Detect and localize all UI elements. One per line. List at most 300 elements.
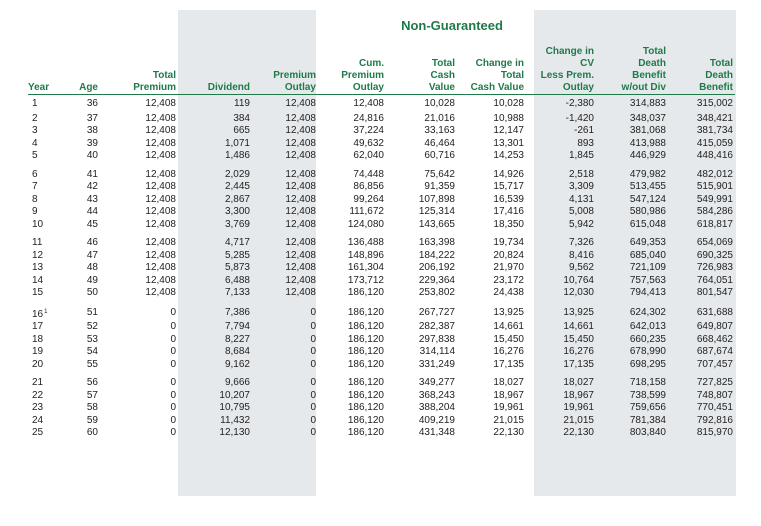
table-cell: 14,253 xyxy=(493,150,524,161)
table-cell: 12,408 xyxy=(145,125,176,136)
table-cell: -2,380 xyxy=(565,97,594,109)
table-cell: 668,462 xyxy=(696,333,733,345)
table-cell: 0 xyxy=(170,427,176,438)
table-cell: 19,734 xyxy=(493,237,524,248)
table-cell: 21,015 xyxy=(563,414,594,426)
table-cell: 0 xyxy=(170,346,176,357)
table-cell: 388,204 xyxy=(418,402,455,413)
table-cell: 9,562 xyxy=(568,262,594,273)
table-cell: 698,295 xyxy=(629,358,666,370)
table-cell: 50 xyxy=(86,287,98,298)
table-cell: 5,008 xyxy=(568,206,594,217)
table-cell: 15,450 xyxy=(493,333,524,345)
table-row xyxy=(28,427,735,440)
col-header-change-cv-less-prem: Change in CV Less Prem. Outlay xyxy=(526,36,596,94)
table-cell: 12,408 xyxy=(285,206,316,217)
table-cell: 13,925 xyxy=(493,307,524,318)
table-cell: 58 xyxy=(86,402,98,413)
table-cell: 448,416 xyxy=(696,150,733,161)
table-cell: 91,359 xyxy=(424,181,455,192)
table-cell: 12,408 xyxy=(285,218,316,230)
table-cell: 8,684 xyxy=(224,346,250,357)
table-cell: 173,712 xyxy=(347,274,384,286)
table-cell: 9 xyxy=(32,206,38,217)
table-cell: 431,348 xyxy=(418,427,455,438)
table-cell: $16^1$ xyxy=(32,308,48,320)
table-cell: 10,988 xyxy=(493,112,524,124)
table-cell: 5,285 xyxy=(224,249,250,261)
table-row xyxy=(28,415,735,428)
table-cell: 25 xyxy=(32,427,44,438)
table-cell: 0 xyxy=(170,389,176,401)
table-row xyxy=(28,275,735,288)
table-row xyxy=(28,346,735,359)
table-cell: 0 xyxy=(170,377,176,388)
table-cell: 13,925 xyxy=(563,307,594,318)
table-cell: 8 xyxy=(32,193,38,205)
table-cell: 12 xyxy=(32,249,44,261)
table-row xyxy=(28,219,735,232)
table-cell: 12,130 xyxy=(219,427,250,438)
table-cell: 2,445 xyxy=(224,181,250,192)
table-cell: 0 xyxy=(310,346,316,357)
illustration-table xyxy=(28,36,735,440)
table-cell: 37,224 xyxy=(353,125,384,136)
col-header-death-benefit-wout-div: Total Death Benefit w/out Div xyxy=(596,36,668,94)
table-cell: 42 xyxy=(86,181,98,192)
table-cell: 10,028 xyxy=(493,97,524,109)
table-row xyxy=(28,181,735,194)
table-cell: 186,120 xyxy=(347,402,384,413)
table-cell: 59 xyxy=(86,414,98,426)
table-cell: 678,990 xyxy=(629,346,666,357)
table-cell: 12,408 xyxy=(285,150,316,161)
table-cell: 18,027 xyxy=(493,377,524,388)
table-cell: 16,276 xyxy=(493,346,524,357)
table-cell: 49,632 xyxy=(353,137,384,149)
table-cell: 384 xyxy=(233,112,250,124)
table-cell: 2 xyxy=(32,112,38,124)
table-cell: 0 xyxy=(310,307,316,318)
table-cell: 40 xyxy=(86,150,98,161)
table-cell: 119 xyxy=(234,97,250,109)
table-row xyxy=(28,94,735,113)
table-cell: 18,967 xyxy=(493,389,524,401)
table-cell: 86,856 xyxy=(353,181,384,192)
table-cell: 253,802 xyxy=(418,287,455,298)
col-header-premium-outlay: Premium Outlay xyxy=(252,36,318,94)
table-cell: 6 xyxy=(32,168,38,180)
table-cell: 2,029 xyxy=(224,168,250,180)
table-cell: 1 xyxy=(32,97,38,109)
table-cell: 6,488 xyxy=(224,274,250,286)
table-cell: 186,120 xyxy=(347,333,384,345)
table-cell: 12,408 xyxy=(145,137,176,149)
table-cell: 7,326 xyxy=(568,237,594,248)
table-cell: 41 xyxy=(86,168,98,180)
table-cell: 125,314 xyxy=(418,206,455,217)
table-cell: 0 xyxy=(310,389,316,401)
table-cell: 0 xyxy=(310,402,316,413)
table-cell: 7 xyxy=(32,181,38,192)
table-cell: 38 xyxy=(86,125,98,136)
table-row xyxy=(28,359,735,372)
table-cell: 13 xyxy=(32,262,44,273)
table-cell: 37 xyxy=(86,112,98,124)
table-cell: 690,325 xyxy=(696,249,733,261)
table-cell: 45 xyxy=(86,218,98,230)
table-cell: 12,408 xyxy=(285,193,316,205)
table-cell: 24 xyxy=(32,414,44,426)
table-cell: 12,147 xyxy=(493,125,524,136)
table-cell: 718,158 xyxy=(629,377,666,388)
table-cell: 409,219 xyxy=(418,414,455,426)
table-cell: 12,408 xyxy=(353,97,384,109)
table-row xyxy=(28,334,735,347)
table-row xyxy=(28,113,735,126)
table-cell: 4,131 xyxy=(568,193,594,205)
table-cell: 12,408 xyxy=(285,249,316,261)
table-cell: 1,071 xyxy=(224,137,250,149)
table-cell: 75,642 xyxy=(424,168,455,180)
table-cell: 14,661 xyxy=(493,321,524,332)
table-cell: 649,807 xyxy=(696,321,733,332)
table-cell: 46,464 xyxy=(424,137,455,149)
table-cell: 801,547 xyxy=(696,287,733,298)
col-header-cum-premium-outlay: Cum. Premium Outlay xyxy=(318,36,386,94)
table-cell: 18 xyxy=(32,333,44,345)
table-cell: 21,970 xyxy=(493,262,524,273)
table-cell: 413,988 xyxy=(629,137,666,149)
table-cell: 624,302 xyxy=(629,307,666,318)
table-row xyxy=(28,125,735,138)
table-cell: 39 xyxy=(86,137,98,149)
table-cell: 74,448 xyxy=(353,168,384,180)
table-row xyxy=(28,321,735,334)
table-row xyxy=(28,262,735,275)
table-cell: 12,408 xyxy=(145,97,176,109)
table-cell: 4,717 xyxy=(224,237,250,248)
table-cell: 17,135 xyxy=(493,358,524,370)
header-row xyxy=(28,36,735,94)
table-cell: 631,688 xyxy=(696,307,733,318)
table-cell: 229,364 xyxy=(418,274,455,286)
table-cell: 794,413 xyxy=(629,287,666,298)
table-cell: 12,408 xyxy=(145,262,176,273)
table-cell: 2,518 xyxy=(568,168,594,180)
table-cell: 4 xyxy=(32,137,38,149)
table-cell: 186,120 xyxy=(347,377,384,388)
table-cell: 2,867 xyxy=(224,193,250,205)
col-header-year: Year xyxy=(28,36,64,94)
table-cell: 52 xyxy=(86,321,98,332)
table-cell: 12,408 xyxy=(145,206,176,217)
table-cell: 14 xyxy=(32,274,44,286)
table-cell: 770,451 xyxy=(696,402,733,413)
table-cell: 0 xyxy=(170,414,176,426)
table-cell: 46 xyxy=(86,237,98,248)
table-cell: 20,824 xyxy=(493,249,524,261)
table-cell: 22,130 xyxy=(493,427,524,438)
table-cell: 547,124 xyxy=(629,193,666,205)
table-cell: 12,408 xyxy=(145,287,176,298)
table-cell: 415,059 xyxy=(696,137,733,149)
table-cell: 163,398 xyxy=(418,237,455,248)
table-cell: 60,716 xyxy=(424,150,455,161)
table-cell: 707,457 xyxy=(696,358,733,370)
table-cell: 315,002 xyxy=(696,97,733,109)
table-cell: 549,991 xyxy=(696,193,733,205)
table-cell: 11,432 xyxy=(220,414,250,426)
table-cell: 44 xyxy=(86,206,98,217)
table-cell: 331,249 xyxy=(418,358,455,370)
table-cell: 12,408 xyxy=(285,97,316,109)
table-cell: 12,408 xyxy=(285,137,316,149)
table-cell: 53 xyxy=(86,333,98,345)
table-cell: 18,350 xyxy=(493,218,524,230)
col-header-change-total-cash-value: Change in Total Cash Value xyxy=(457,36,526,94)
table-cell: 513,455 xyxy=(629,181,666,192)
table-cell: 687,674 xyxy=(696,346,733,357)
table-row xyxy=(28,138,735,151)
table-cell: 3 xyxy=(32,125,38,136)
section-title: Non-Guaranteed xyxy=(401,18,503,33)
table-cell: 17,416 xyxy=(493,206,524,217)
table-cell: 186,120 xyxy=(347,307,384,318)
table-cell: 21,016 xyxy=(424,112,455,124)
table-cell: 0 xyxy=(310,377,316,388)
table-cell: 12,408 xyxy=(285,274,316,286)
table-cell: 111,672 xyxy=(349,206,384,217)
table-cell: 3,769 xyxy=(224,218,250,230)
table-body xyxy=(28,94,735,440)
table-cell: 12,408 xyxy=(145,193,176,205)
table-cell: 18,027 xyxy=(563,377,594,388)
table-cell: 618,817 xyxy=(696,218,733,230)
table-cell: 368,243 xyxy=(418,389,455,401)
table-cell: 0 xyxy=(170,321,176,332)
table-cell: 19,961 xyxy=(563,402,594,413)
table-cell: 12,408 xyxy=(145,274,176,286)
table-cell: 685,040 xyxy=(629,249,666,261)
table-cell: 348,037 xyxy=(629,112,666,124)
table-cell: 764,051 xyxy=(696,274,733,286)
table-row xyxy=(28,377,735,390)
table-cell: 186,120 xyxy=(347,358,384,370)
table-cell: 314,883 xyxy=(629,97,666,109)
table-cell: 10 xyxy=(32,218,44,230)
table-row xyxy=(28,306,735,322)
table-cell: 649,353 xyxy=(629,237,666,248)
table-cell: 1,486 xyxy=(224,150,250,161)
table-cell: 12,408 xyxy=(285,125,316,136)
table-cell: 267,727 xyxy=(418,307,455,318)
table-cell: 16,276 xyxy=(563,346,594,357)
table-cell: 43 xyxy=(86,193,98,205)
table-cell: 12,408 xyxy=(285,287,316,298)
table-cell: 660,235 xyxy=(629,333,666,345)
table-cell: 0 xyxy=(170,307,176,318)
table-cell: 7,386 xyxy=(224,307,250,318)
table-cell: 24,438 xyxy=(493,287,524,298)
table-cell: 51 xyxy=(86,307,98,318)
table-cell: 22 xyxy=(32,389,44,401)
table-cell: 10,795 xyxy=(219,402,250,413)
table-row xyxy=(28,169,735,182)
table-cell: 12,408 xyxy=(145,168,176,180)
table-cell: 62,040 xyxy=(353,150,384,161)
table-cell: 482,012 xyxy=(696,168,733,180)
table-cell: 55 xyxy=(86,358,98,370)
table-cell: 757,563 xyxy=(629,274,666,286)
table-cell: 143,665 xyxy=(418,218,455,230)
table-cell: 815,970 xyxy=(696,427,733,438)
table-row xyxy=(28,150,735,163)
table-cell: 17 xyxy=(32,321,44,332)
table-cell: 12,030 xyxy=(563,287,594,298)
col-header-total-death-benefit: Total Death Benefit xyxy=(668,36,735,94)
table-cell: 136,488 xyxy=(347,237,384,248)
table-cell: 13,301 xyxy=(493,137,524,149)
table-cell: 12,408 xyxy=(145,112,176,124)
table-cell: 15,717 xyxy=(493,181,524,192)
table-cell: 297,838 xyxy=(418,333,455,345)
table-cell: -261 xyxy=(573,125,594,136)
table-cell: 0 xyxy=(310,333,316,345)
table-cell: 0 xyxy=(310,321,316,332)
table-cell: 15,450 xyxy=(563,333,594,345)
table-cell: 727,825 xyxy=(696,377,733,388)
table-cell: 738,599 xyxy=(629,389,666,401)
table-cell: 19,961 xyxy=(493,402,524,413)
table-row xyxy=(28,402,735,415)
table-cell: 23 xyxy=(32,402,44,413)
table-cell: 0 xyxy=(310,427,316,438)
table-cell: 10,764 xyxy=(563,274,594,286)
table-cell: 9,666 xyxy=(224,377,250,388)
table-cell: 665 xyxy=(233,125,250,136)
table-cell: 54 xyxy=(86,346,98,357)
col-header-total-premium: Total Premium xyxy=(100,36,178,94)
table-cell: 381,734 xyxy=(696,125,733,136)
table-cell: 206,192 xyxy=(418,262,455,273)
table-cell: 10,028 xyxy=(424,97,455,109)
table-cell: 148,896 xyxy=(347,249,384,261)
table-cell: 759,656 xyxy=(629,402,666,413)
table-row xyxy=(28,287,735,300)
table-cell: 348,421 xyxy=(696,112,733,124)
table-cell: 12,408 xyxy=(285,237,316,248)
table-cell: 5,873 xyxy=(224,262,250,273)
table-cell: 186,120 xyxy=(347,321,384,332)
table-cell: 446,929 xyxy=(629,150,666,161)
table-cell: 803,840 xyxy=(629,427,666,438)
table-cell: 23,172 xyxy=(493,274,524,286)
table-cell: 12,408 xyxy=(285,262,316,273)
table-cell: 5,942 xyxy=(568,218,594,230)
table-row xyxy=(28,194,735,207)
table-cell: 11 xyxy=(32,237,43,248)
table-cell: 14,926 xyxy=(493,168,524,180)
table-cell: 99,264 xyxy=(353,193,384,205)
table-cell: 12,408 xyxy=(145,181,176,192)
table-row xyxy=(28,237,735,250)
table-cell: 721,109 xyxy=(629,262,666,273)
table-cell: 12,408 xyxy=(145,218,176,230)
table-cell: 57 xyxy=(86,389,98,401)
table-cell: 18,967 xyxy=(563,389,594,401)
table-cell: 20 xyxy=(32,358,44,370)
table-cell: 21 xyxy=(32,377,44,388)
table-cell: 186,120 xyxy=(347,414,384,426)
table-cell: 3,309 xyxy=(568,181,594,192)
table-cell: 5 xyxy=(32,150,38,161)
table-cell: 479,982 xyxy=(629,168,666,180)
table-cell: 12,408 xyxy=(285,181,316,192)
table-cell: 186,120 xyxy=(347,287,384,298)
table-cell: 1,845 xyxy=(568,150,594,161)
table-cell: 10,207 xyxy=(219,389,250,401)
table-cell: 19 xyxy=(32,346,44,357)
table-cell: 8,227 xyxy=(224,333,250,345)
col-header-dividend: Dividend xyxy=(178,36,252,94)
table-cell: 33,163 xyxy=(424,125,455,136)
table-cell: 0 xyxy=(170,333,176,345)
table-cell: 184,222 xyxy=(418,249,455,261)
table-cell: 124,080 xyxy=(347,218,384,230)
table-cell: 16,539 xyxy=(493,193,524,205)
col-header-total-cash-value: Total Cash Value xyxy=(386,36,457,94)
table-cell: 12,408 xyxy=(145,237,176,248)
table-cell: 7,794 xyxy=(224,321,250,332)
table-cell: 48 xyxy=(86,262,98,273)
table-cell: 8,416 xyxy=(568,249,594,261)
table-cell: 24,816 xyxy=(353,112,384,124)
table-cell: 12,408 xyxy=(145,249,176,261)
table-cell: 7,133 xyxy=(224,287,250,298)
table-cell: 615,048 xyxy=(629,218,666,230)
table-cell: 47 xyxy=(86,249,98,261)
table-cell: 17,135 xyxy=(563,358,594,370)
table-cell: 781,384 xyxy=(629,414,666,426)
table-cell: 14,661 xyxy=(563,321,594,332)
table-cell: 22,130 xyxy=(563,427,594,438)
table-row xyxy=(28,250,735,263)
table-cell: 186,120 xyxy=(347,389,384,401)
table-cell: 282,387 xyxy=(418,321,455,332)
table-cell: 893 xyxy=(577,137,594,149)
table-cell: 580,986 xyxy=(629,206,666,217)
table-cell: 0 xyxy=(170,358,176,370)
table-cell: 12,408 xyxy=(145,150,176,161)
table-cell: 36 xyxy=(86,97,98,109)
table-cell: 161,304 xyxy=(347,262,384,273)
table-cell: 56 xyxy=(86,377,98,388)
table-cell: 0 xyxy=(310,414,316,426)
table-cell: 12,408 xyxy=(285,168,316,180)
table-cell: 515,901 xyxy=(696,181,733,192)
table-cell: 21,015 xyxy=(493,414,524,426)
table-cell: 186,120 xyxy=(347,427,384,438)
table-cell: 726,983 xyxy=(696,262,733,273)
table-cell: 9,162 xyxy=(224,358,250,370)
table-cell: 3,300 xyxy=(224,206,250,217)
table-cell: 642,013 xyxy=(629,321,666,332)
table-cell: 15 xyxy=(32,287,44,298)
table-cell: 0 xyxy=(310,358,316,370)
table-cell: 349,277 xyxy=(418,377,455,388)
table-row xyxy=(28,390,735,403)
